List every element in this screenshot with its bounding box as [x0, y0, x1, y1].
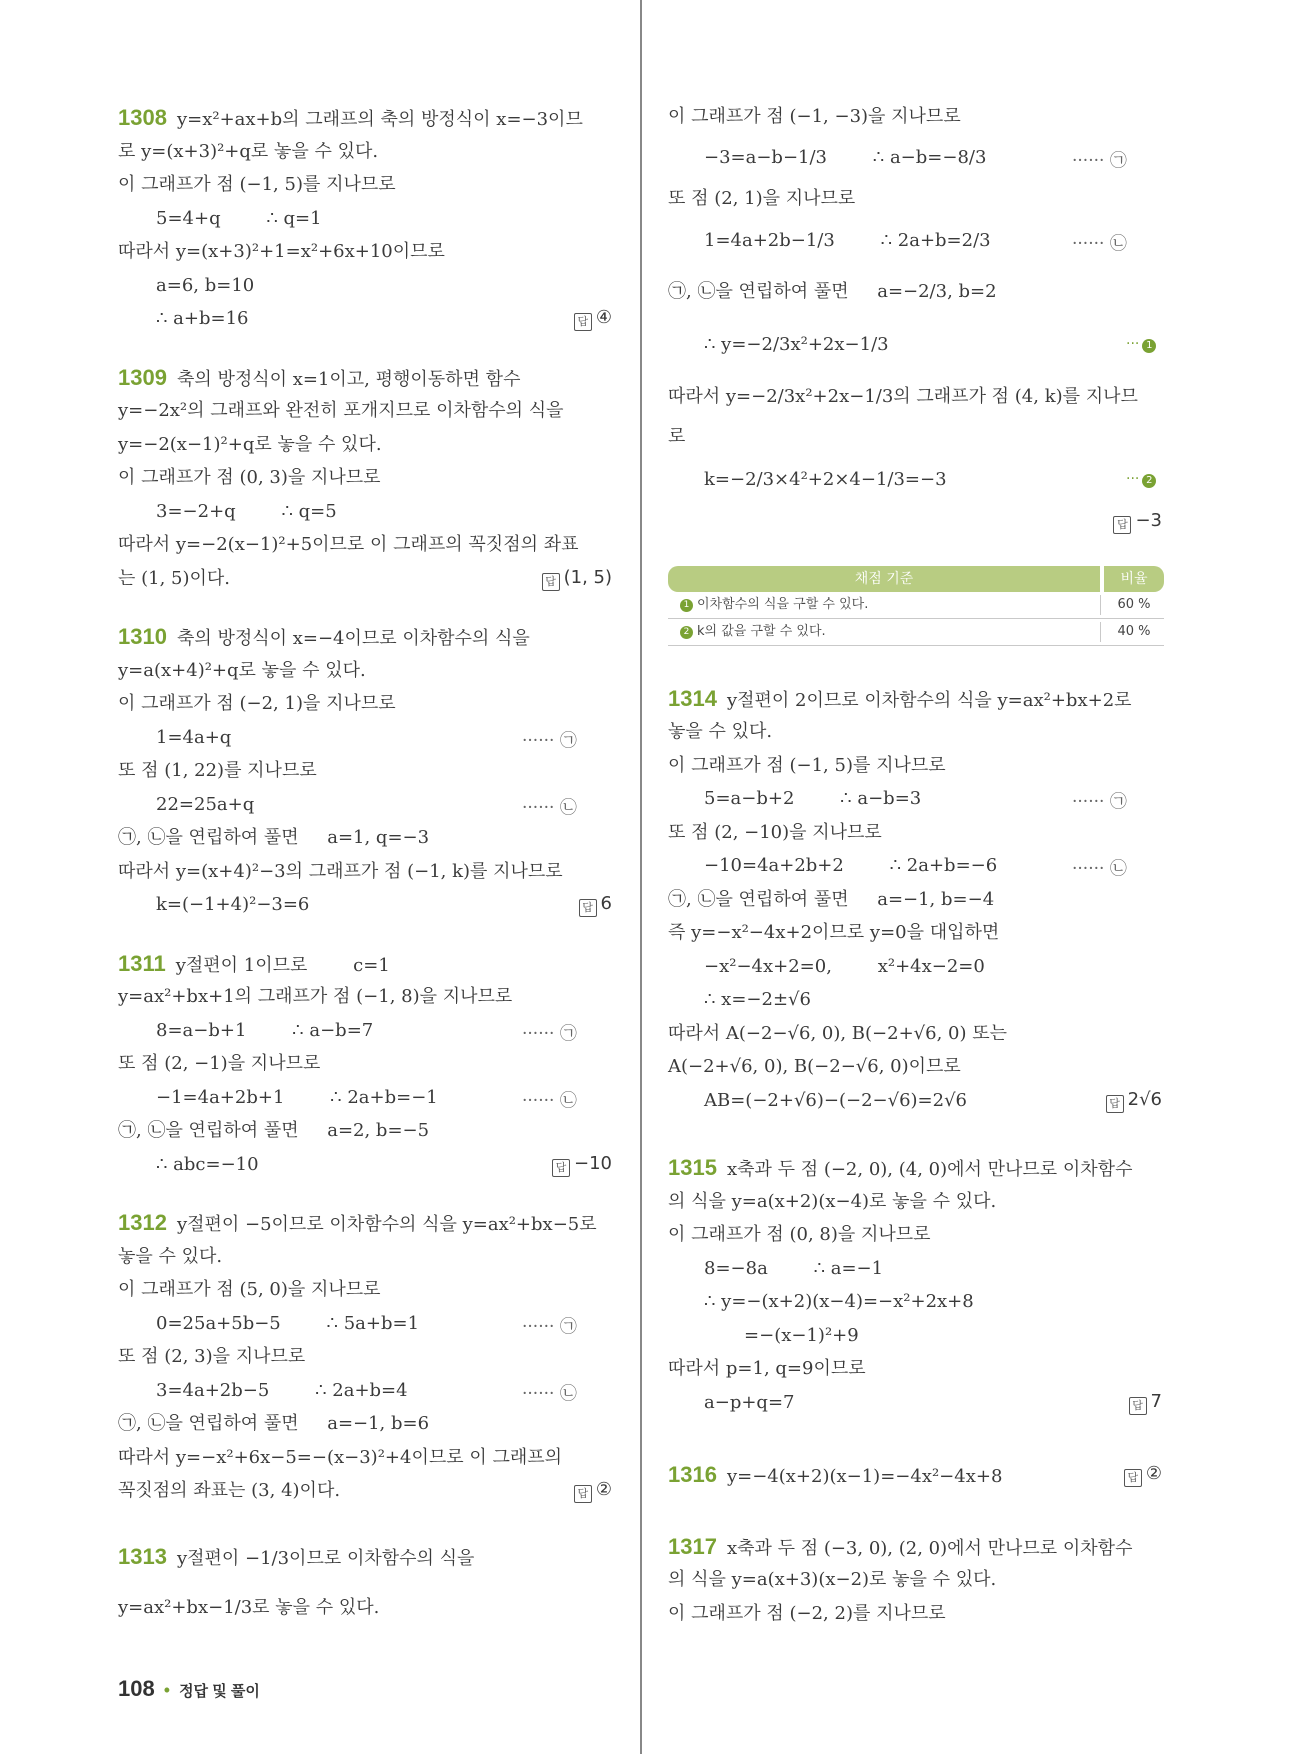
page-number: 108: [118, 1676, 155, 1701]
solution-text: −x²−4x+2=0, x²+4x−2=0: [704, 956, 985, 977]
equation-tag: ······ ㉡: [522, 1384, 577, 1404]
problem-number: 1311: [118, 951, 166, 976]
solution-text: 이 그래프가 점 (−2, 1)을 지나므로: [118, 693, 396, 714]
answer-icon: 답: [542, 573, 560, 591]
solution-line: [118, 985, 512, 1009]
solution-text: ㉠, ㉡을 연립하여 풀면 a=2, b=−5: [118, 1120, 430, 1141]
solution-text: 로: [668, 426, 686, 447]
page-footer: [118, 1676, 260, 1702]
solution-text: y절편이 −5이므로 이차함수의 식을 y=ax²+bx−5로: [176, 1214, 597, 1235]
solution-text: −3=a−b−1/3 ∴ a−b=−8/3: [704, 147, 987, 168]
solution-line: [668, 821, 882, 845]
solution-text: A(−2+√6, 0), B(−2−√6, 0)이므로: [668, 1056, 961, 1077]
answer-mark: [579, 893, 612, 917]
solution-line: [118, 173, 396, 197]
answer-icon: 답: [1113, 516, 1131, 534]
solution-text: 즉 y=−x²−4x+2이므로 y=0을 대입하면: [668, 922, 1000, 943]
solution-line: [156, 1312, 419, 1336]
solution-line: [118, 567, 230, 591]
answer-icon: 답: [1106, 1095, 1124, 1113]
answer-value: ②: [595, 1479, 612, 1500]
step-number-icon: 2: [680, 626, 693, 639]
problem-header-line: [118, 1545, 474, 1569]
solution-line: [668, 754, 946, 778]
solution-line: [704, 229, 991, 253]
solution-text: ∴ a+b=16: [156, 308, 249, 329]
problem-header-line: [668, 1535, 1132, 1559]
solution-line: [118, 399, 564, 423]
solution-text: 따라서 p=1, q=9이므로: [668, 1358, 866, 1379]
solution-line: [668, 1357, 866, 1381]
solution-text: −1=4a+2b+1 ∴ 2a+b=−1: [156, 1087, 438, 1108]
problem-number: 1308: [118, 105, 167, 130]
solution-text: k=−2/3×4²+2×4−1/3=−3: [704, 469, 947, 490]
bullet-separator-icon: •: [163, 1680, 171, 1700]
answer-icon: 답: [579, 899, 597, 917]
solution-line: [118, 240, 445, 264]
solution-text: 3=4a+2b−5 ∴ 2a+b=4: [156, 1380, 408, 1401]
criteria-text: k의 값을 구할 수 있다.: [697, 624, 826, 639]
answer-mark: [574, 307, 612, 331]
equation-tag: ······ ㉠: [522, 731, 577, 751]
solution-text: y=ax²+bx−1/3로 놓을 수 있다.: [118, 1597, 380, 1618]
solution-line: [668, 385, 1138, 409]
solution-line: [118, 433, 382, 457]
solution-text: y=−2x²의 그래프와 완전히 포개지므로 이차함수의 식을: [118, 400, 564, 421]
solution-line: [704, 1257, 883, 1281]
equation-tag: ······ ㉡: [522, 1091, 577, 1111]
solution-text: a=6, b=10: [156, 275, 255, 296]
criteria-cell: [680, 619, 826, 645]
problem-number: 1316: [668, 1462, 717, 1487]
solution-line: [118, 759, 317, 783]
solution-line: [156, 1153, 259, 1177]
problem-header-line: [668, 687, 1132, 711]
solution-text: y절편이 −1/3이므로 이차함수의 식을: [176, 1548, 475, 1569]
solution-text: 1=4a+2b−1/3 ∴ 2a+b=2/3: [704, 230, 991, 251]
problem-header-line: [118, 952, 390, 976]
equation-tag: ······ ㉠: [522, 1317, 577, 1337]
solution-line: [118, 659, 366, 683]
answer-mark: [1113, 510, 1162, 534]
answer-icon: 답: [574, 1485, 592, 1503]
answer-value: −3: [1135, 510, 1162, 531]
solution-line: [704, 1324, 859, 1348]
solution-text: 22=25a+q: [156, 794, 255, 815]
solution-line: [668, 720, 772, 744]
step-number-icon: 2: [1142, 474, 1156, 488]
problem-number: 1312: [118, 1210, 167, 1235]
solution-text: 0=25a+5b−5 ∴ 5a+b=1: [156, 1313, 420, 1334]
solution-text: k=(−1+4)²−3=6: [156, 894, 310, 915]
solution-text: ∴ x=−2±√6: [704, 989, 811, 1010]
solution-line: [704, 468, 947, 492]
solution-line: [156, 1086, 438, 1110]
problem-header-line: [118, 106, 583, 130]
solution-line: [704, 955, 985, 979]
solution-text: 이 그래프가 점 (−1, 5)를 지나므로: [118, 174, 396, 195]
solution-line: [118, 860, 563, 884]
answer-icon: 답: [574, 313, 592, 331]
solution-line: [156, 893, 309, 917]
solution-line: [118, 1119, 429, 1143]
solution-text: y=a(x+4)²+q로 놓을 수 있다.: [118, 660, 366, 681]
solution-text: ㉠, ㉡을 연립하여 풀면 a=1, q=−3: [118, 827, 430, 848]
solution-text: ㉠, ㉡을 연립하여 풀면 a=−1, b=−4: [668, 889, 995, 910]
problem-header-line: [118, 1211, 597, 1235]
equation-tag: ······ ㉠: [1072, 151, 1127, 171]
solution-text: 이 그래프가 점 (5, 0)을 지나므로: [118, 1279, 381, 1300]
answer-icon: 답: [1124, 1469, 1142, 1487]
solution-line: [118, 1446, 562, 1470]
solution-line: [704, 1391, 794, 1415]
solution-text: 또 점 (2, 1)을 지나므로: [668, 188, 856, 209]
solution-text: y절편이 2이므로 이차함수의 식을 y=ax²+bx+2로: [726, 690, 1132, 711]
problem-number: 1309: [118, 365, 167, 390]
solution-line: [668, 1602, 946, 1626]
solution-text: 또 점 (1, 22)를 지나므로: [118, 760, 317, 781]
solution-line: [704, 1290, 974, 1314]
solution-line: [156, 793, 254, 817]
answer-mark: [542, 567, 612, 591]
solution-line: [156, 1019, 373, 1043]
solution-text: 따라서 y=(x+3)²+1=x²+6x+10이므로: [118, 241, 445, 262]
solution-line: [118, 692, 396, 716]
problem-header-line: [668, 1463, 1002, 1487]
answer-value: 7: [1150, 1391, 1162, 1412]
solution-text: 놓을 수 있다.: [668, 721, 773, 742]
scoring-table: [668, 566, 1164, 646]
answer-icon: 답: [552, 1159, 570, 1177]
solution-line: [156, 1379, 408, 1403]
problem-number: 1314: [668, 686, 717, 711]
solution-text: 따라서 A(−2−√6, 0), B(−2+√6, 0) 또는: [668, 1023, 1008, 1044]
solution-line: [118, 1412, 429, 1436]
answer-mark: [1124, 1463, 1162, 1487]
solution-text: 축의 방정식이 x=1이고, 평행이동하면 함수: [176, 369, 521, 390]
solution-text: −10=4a+2b+2 ∴ 2a+b=−6: [704, 855, 998, 876]
solution-line: [668, 105, 961, 129]
solution-text: 꼭짓점의 좌표는 (3, 4)이다.: [118, 1480, 341, 1501]
solution-line: [704, 787, 921, 811]
solution-text: 의 식을 y=a(x+2)(x−4)로 놓을 수 있다.: [668, 1191, 997, 1212]
solution-line: [704, 333, 889, 357]
solution-text: ∴ y=−(x+2)(x−4)=−x²+2x+8: [704, 1291, 974, 1312]
ratio-cell: 60 %: [1117, 597, 1151, 612]
ratio-cell: 40 %: [1117, 624, 1151, 639]
solution-line: [118, 1245, 222, 1269]
solution-text: 이 그래프가 점 (0, 8)을 지나므로: [668, 1224, 931, 1245]
solution-line: [118, 1052, 320, 1076]
solution-line: [704, 988, 811, 1012]
solution-text: 이 그래프가 점 (−2, 2)를 지나므로: [668, 1603, 946, 1624]
solution-line: [118, 1345, 305, 1369]
solution-line: [118, 533, 578, 557]
solution-text: AB=(−2+√6)−(−2−√6)=2√6: [704, 1090, 968, 1111]
problem-header-line: [118, 366, 520, 390]
solution-text: y=−2(x−1)²+q로 놓을 수 있다.: [118, 434, 382, 455]
solution-text: y=−4(x+2)(x−1)=−4x²−4x+8: [726, 1466, 1003, 1487]
solution-text: 5=a−b+2 ∴ a−b=3: [704, 788, 922, 809]
solution-text: 또 점 (2, 3)을 지나므로: [118, 1346, 306, 1367]
solution-text: 8=a−b+1 ∴ a−b=7: [156, 1020, 374, 1041]
solution-line: [668, 280, 997, 304]
solution-line: [118, 466, 381, 490]
equation-tag: ······ ㉡: [1072, 859, 1127, 879]
step-number-icon: 1: [680, 599, 693, 612]
solution-line: [118, 140, 378, 164]
solution-text: 8=−8a ∴ a=−1: [704, 1258, 884, 1279]
solution-line: [668, 425, 685, 449]
solution-text: 또 점 (2, −1)을 지나므로: [118, 1053, 321, 1074]
criteria-cell: [680, 592, 868, 618]
criteria-text: 이차함수의 식을 구할 수 있다.: [697, 597, 869, 612]
equation-tag: ······ ㉡: [1072, 234, 1127, 254]
solution-text: ∴ y=−2/3x²+2x−1/3: [704, 334, 889, 355]
column-divider: [640, 0, 642, 1754]
solution-text: 또 점 (2, −10)을 지나므로: [668, 822, 882, 843]
step-marker: ··· 1: [1126, 336, 1156, 353]
solution-text: 이 그래프가 점 (−1, −3)을 지나므로: [668, 106, 961, 127]
answer-mark: [574, 1479, 612, 1503]
ratio-header: 비율: [1104, 566, 1164, 592]
criteria-header: 채점 기준: [668, 566, 1100, 592]
solution-text: ∴ abc=−10: [156, 1154, 259, 1175]
solution-text: 따라서 y=−2/3x²+2x−1/3의 그래프가 점 (4, k)를 지나므: [668, 386, 1138, 407]
answer-icon: 답: [1129, 1397, 1147, 1415]
solution-text: 놓을 수 있다.: [118, 1246, 223, 1267]
solution-text: x축과 두 점 (−2, 0), (4, 0)에서 만나므로 이차함수: [726, 1159, 1133, 1180]
answer-value: −10: [574, 1153, 612, 1174]
solution-text: 의 식을 y=a(x+3)(x−2)로 놓을 수 있다.: [668, 1569, 997, 1590]
answer-mark: [1106, 1089, 1162, 1113]
answer-value: ④: [595, 307, 612, 328]
solution-text: 1=4a+q: [156, 727, 232, 748]
answer-value: 6: [600, 893, 612, 914]
solution-text: y절편이 1이므로 c=1: [175, 955, 390, 976]
solution-text: 이 그래프가 점 (0, 3)을 지나므로: [118, 467, 381, 488]
solution-text: 따라서 y=−x²+6x−5=−(x−3)²+4이므로 이 그래프의: [118, 1447, 562, 1468]
solution-text: 축의 방정식이 x=−4이므로 이차함수의 식을: [176, 628, 530, 649]
solution-text: y=x²+ax+b의 그래프의 축의 방정식이 x=−3이므: [176, 109, 583, 130]
solution-line: [668, 1055, 961, 1079]
solution-line: [668, 1190, 996, 1214]
table-row: [668, 592, 1164, 619]
solution-text: =−(x−1)²+9: [704, 1325, 859, 1346]
footer-title: 정답 및 풀이: [179, 1683, 260, 1700]
solution-text: a−p+q=7: [704, 1392, 795, 1413]
solution-line: [156, 207, 322, 231]
solution-line: [118, 826, 429, 850]
answer-value: ②: [1145, 1463, 1162, 1484]
problem-number: 1315: [668, 1155, 717, 1180]
solution-line: [156, 274, 254, 298]
scoring-table-header: [668, 566, 1164, 592]
solution-line: [156, 500, 337, 524]
answer-value: (1, 5): [563, 567, 612, 588]
equation-tag: ······ ㉠: [522, 1024, 577, 1044]
equation-tag: ······ ㉡: [522, 798, 577, 818]
step-number-icon: 1: [1142, 339, 1156, 353]
problem-number: 1317: [668, 1534, 717, 1559]
answer-value: 2√6: [1127, 1089, 1162, 1110]
solution-line: [668, 921, 999, 945]
solution-text: ㉠, ㉡을 연립하여 풀면 a=−1, b=6: [118, 1413, 430, 1434]
solution-text: x축과 두 점 (−3, 0), (2, 0)에서 만나므로 이차함수: [726, 1538, 1133, 1559]
problem-number: 1310: [118, 624, 167, 649]
solution-text: 이 그래프가 점 (−1, 5)를 지나므로: [668, 755, 946, 776]
problem-header-line: [668, 1156, 1132, 1180]
solution-line: [118, 1596, 379, 1620]
solution-line: [118, 1479, 340, 1503]
solution-text: 로 y=(x+3)²+q로 놓을 수 있다.: [118, 141, 379, 162]
solution-line: [668, 1022, 1007, 1046]
solution-line: [668, 888, 994, 912]
solution-text: 5=4+q ∴ q=1: [156, 208, 322, 229]
solution-line: [156, 726, 231, 750]
step-marker: ··· 2: [1126, 471, 1156, 488]
solution-text: 는 (1, 5)이다.: [118, 568, 230, 589]
problem-header-line: [118, 625, 530, 649]
solution-line: [668, 1223, 931, 1247]
solution-line: [704, 146, 986, 170]
solution-line: [668, 187, 855, 211]
solution-text: 3=−2+q ∴ q=5: [156, 501, 337, 522]
problem-number: 1313: [118, 1544, 167, 1569]
solution-text: 따라서 y=−2(x−1)²+5이므로 이 그래프의 꼭짓점의 좌표: [118, 534, 579, 555]
solution-text: y=ax²+bx+1의 그래프가 점 (−1, 8)을 지나므로: [118, 986, 513, 1007]
solution-text: ㉠, ㉡을 연립하여 풀면 a=−2/3, b=2: [668, 281, 997, 302]
solution-line: [118, 1278, 381, 1302]
solution-line: [668, 1568, 996, 1592]
solution-line: [704, 854, 997, 878]
table-row: [668, 619, 1164, 646]
solution-line: [156, 307, 249, 331]
equation-tag: ······ ㉠: [1072, 792, 1127, 812]
solution-line: [704, 1089, 967, 1113]
answer-mark: [552, 1153, 612, 1177]
solution-text: 따라서 y=(x+4)²−3의 그래프가 점 (−1, k)를 지나므로: [118, 861, 563, 882]
answer-mark: [1129, 1391, 1162, 1415]
